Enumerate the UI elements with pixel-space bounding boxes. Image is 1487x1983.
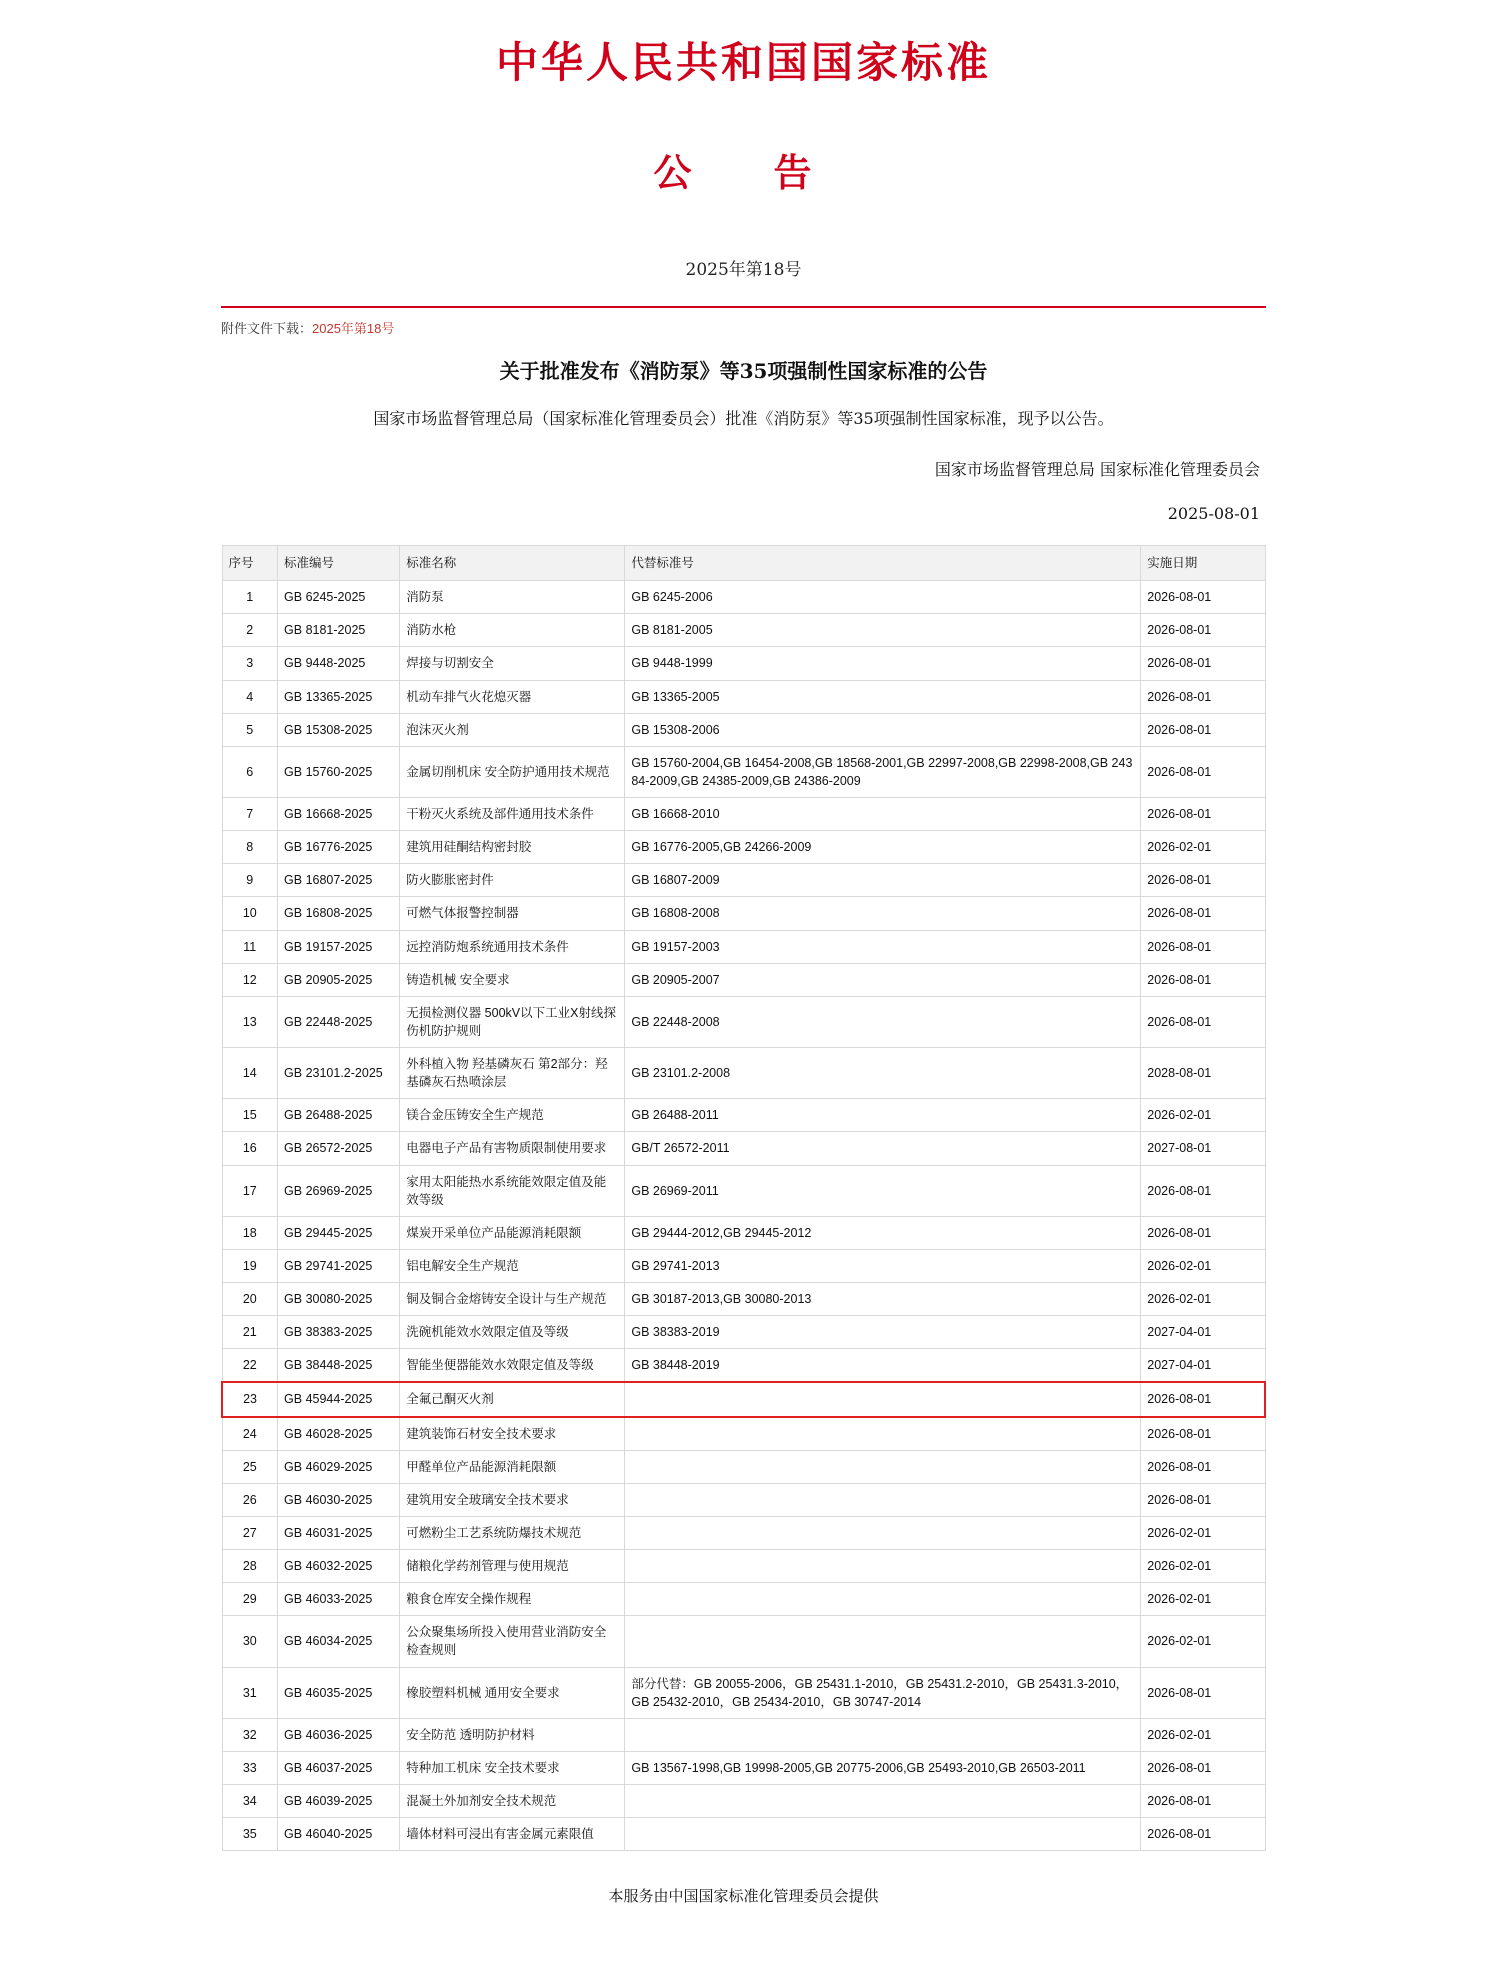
cell-index: 22 <box>222 1349 278 1383</box>
cell-date: 2026-08-01 <box>1141 996 1265 1047</box>
column-header-replaced: 代替标准号 <box>625 546 1141 581</box>
cell-code: GB 46036-2025 <box>278 1718 400 1751</box>
table-row <box>222 1450 1265 1483</box>
cell-date: 2026-08-01 <box>1141 581 1265 614</box>
document-title: 关于批准发布《消防泵》等35项强制性国家标准的公告 <box>499 359 988 383</box>
cell-replaced <box>625 1818 1141 1851</box>
cell-name[interactable]: 金属切削机床 安全防护通用技术规范 <box>400 746 625 797</box>
cell-code: GB 38448-2025 <box>278 1349 400 1383</box>
cell-index: 35 <box>222 1818 278 1851</box>
cell-date: 2026-08-01 <box>1141 746 1265 797</box>
cell-replaced <box>625 1583 1141 1616</box>
cell-date: 2026-08-01 <box>1141 614 1265 647</box>
cell-code: GB 46040-2025 <box>278 1818 400 1851</box>
cell-replaced: GB 16807-2009 <box>625 864 1141 897</box>
cell-index: 27 <box>222 1516 278 1549</box>
cell-index: 8 <box>222 831 278 864</box>
cell-name[interactable]: 洗碗机能效水效限定值及等级 <box>400 1316 625 1349</box>
cell-code: GB 46031-2025 <box>278 1516 400 1549</box>
table-row <box>222 680 1265 713</box>
cell-code: GB 6245-2025 <box>278 581 400 614</box>
table-row <box>222 581 1265 614</box>
cell-name[interactable]: 防火膨胀密封件 <box>400 864 625 897</box>
cell-name[interactable]: 铝电解安全生产规范 <box>400 1249 625 1282</box>
cell-code: GB 16776-2025 <box>278 831 400 864</box>
cell-replaced: GB 16668-2010 <box>625 798 1141 831</box>
cell-code: GB 23101.2-2025 <box>278 1048 400 1099</box>
cell-index: 31 <box>222 1667 278 1718</box>
cell-date: 2028-08-01 <box>1141 1048 1265 1099</box>
cell-name[interactable]: 公众聚集场所投入使用营业消防安全检查规则 <box>400 1616 625 1667</box>
cell-code: GB 22448-2025 <box>278 996 400 1047</box>
table-header-row <box>222 546 1265 581</box>
cell-date: 2027-04-01 <box>1141 1349 1265 1383</box>
cell-replaced: 部分代替：GB 20055-2006，GB 25431.1-2010，GB 25431.2-2010，GB 25431.3-2010，GB 25432-2010，GB 25434-2010，GB 30747-2014 <box>625 1667 1141 1718</box>
cell-name[interactable]: 无损检测仪器 500kV以下工业X射线探伤机防护规则 <box>400 996 625 1047</box>
cell-replaced: GB 19157-2003 <box>625 930 1141 963</box>
cell-index: 6 <box>222 746 278 797</box>
document-date: 2025-08-01 <box>1167 504 1260 523</box>
column-header-index: 序号 <box>222 546 278 581</box>
cell-name[interactable]: 可燃气体报警控制器 <box>400 897 625 930</box>
cell-name[interactable]: 煤炭开采单位产品能源消耗限额 <box>400 1216 625 1249</box>
cell-name[interactable]: 智能坐便器能效水效限定值及等级 <box>400 1349 625 1383</box>
cell-code: GB 46028-2025 <box>278 1417 400 1451</box>
table-row <box>222 1417 1265 1451</box>
cell-name[interactable]: 混凝土外加剂安全技术规范 <box>400 1785 625 1818</box>
cell-code: GB 46030-2025 <box>278 1483 400 1516</box>
cell-replaced: GB 8181-2005 <box>625 614 1141 647</box>
cell-replaced <box>625 1382 1141 1416</box>
cell-index: 32 <box>222 1718 278 1751</box>
cell-index: 13 <box>222 996 278 1047</box>
table-row <box>222 1048 1265 1099</box>
cell-date: 2026-02-01 <box>1141 1283 1265 1316</box>
cell-replaced <box>625 1550 1141 1583</box>
attachment-label: 附件文件下载： <box>221 321 313 336</box>
table-row <box>222 930 1265 963</box>
cell-replaced: GB 29444-2012,GB 29445-2012 <box>625 1216 1141 1249</box>
cell-code: GB 29445-2025 <box>278 1216 400 1249</box>
cell-index: 33 <box>222 1751 278 1784</box>
footer-note: 本服务由中国国家标准化管理委员会提供 <box>608 1887 879 1906</box>
table-row <box>222 1751 1265 1784</box>
table-row <box>222 996 1265 1047</box>
cell-code: GB 8181-2025 <box>278 614 400 647</box>
cell-code: GB 46029-2025 <box>278 1450 400 1483</box>
cell-replaced: GB 13567-1998,GB 19998-2005,GB 20775-2006,GB 25493-2010,GB 26503-2011 <box>625 1751 1141 1784</box>
cell-index: 10 <box>222 897 278 930</box>
cell-name[interactable]: 建筑用硅酮结构密封胶 <box>400 831 625 864</box>
cell-date: 2027-04-01 <box>1141 1316 1265 1349</box>
cell-date: 2026-02-01 <box>1141 831 1265 864</box>
cell-code: GB 46032-2025 <box>278 1550 400 1583</box>
cell-code: GB 26488-2025 <box>278 1099 400 1132</box>
cell-date: 2026-08-01 <box>1141 798 1265 831</box>
cell-code: GB 46037-2025 <box>278 1751 400 1784</box>
cell-replaced: GB 13365-2005 <box>625 680 1141 713</box>
cell-replaced <box>625 1718 1141 1751</box>
cell-name[interactable]: 全氟己酮灭火剂 <box>400 1382 625 1416</box>
cell-index: 1 <box>222 581 278 614</box>
cell-date: 2026-08-01 <box>1141 1417 1265 1451</box>
cell-index: 19 <box>222 1249 278 1282</box>
cell-code: GB 46035-2025 <box>278 1667 400 1718</box>
cell-name[interactable]: 电器电子产品有害物质限制使用要求 <box>400 1132 625 1165</box>
cell-index: 14 <box>222 1048 278 1099</box>
cell-index: 16 <box>222 1132 278 1165</box>
cell-date: 2026-08-01 <box>1141 1751 1265 1784</box>
cell-index: 7 <box>222 798 278 831</box>
cell-replaced: GB 30187-2013,GB 30080-2013 <box>625 1283 1141 1316</box>
cell-date: 2026-08-01 <box>1141 1382 1265 1416</box>
cell-code: GB 15308-2025 <box>278 713 400 746</box>
cell-name[interactable]: 干粉灭火系统及部件通用技术条件 <box>400 798 625 831</box>
table-row <box>222 1785 1265 1818</box>
table-row <box>222 1283 1265 1316</box>
cell-name[interactable]: 远控消防炮系统通用技术条件 <box>400 930 625 963</box>
cell-replaced: GB 38448-2019 <box>625 1349 1141 1383</box>
cell-index: 21 <box>222 1316 278 1349</box>
cell-replaced <box>625 1616 1141 1667</box>
cell-name[interactable]: 建筑用安全玻璃安全技术要求 <box>400 1483 625 1516</box>
cell-replaced <box>625 1483 1141 1516</box>
table-row <box>222 1516 1265 1549</box>
cell-code: GB 9448-2025 <box>278 647 400 680</box>
cell-date: 2026-08-01 <box>1141 1667 1265 1718</box>
cell-code: GB 46033-2025 <box>278 1583 400 1616</box>
cell-replaced <box>625 1450 1141 1483</box>
cell-name[interactable]: 墙体材料可浸出有害金属元素限值 <box>400 1818 625 1851</box>
cell-replaced: GB 38383-2019 <box>625 1316 1141 1349</box>
cell-name[interactable]: 机动车排气火花熄灭器 <box>400 680 625 713</box>
cell-name[interactable]: 特种加工机床 安全技术要求 <box>400 1751 625 1784</box>
table-row <box>222 1550 1265 1583</box>
table-row <box>222 1316 1265 1349</box>
cell-index: 20 <box>222 1283 278 1316</box>
cell-replaced <box>625 1785 1141 1818</box>
cell-date: 2026-08-01 <box>1141 1216 1265 1249</box>
cell-name[interactable]: 可燃粉尘工艺系统防爆技术规范 <box>400 1516 625 1549</box>
cell-index: 17 <box>222 1165 278 1216</box>
table-row <box>222 746 1265 797</box>
cell-date: 2027-08-01 <box>1141 1132 1265 1165</box>
cell-name[interactable]: 泡沫灭火剂 <box>400 713 625 746</box>
cell-index: 29 <box>222 1583 278 1616</box>
cell-code: GB 13365-2025 <box>278 680 400 713</box>
table-row <box>222 614 1265 647</box>
table-row <box>222 1583 1265 1616</box>
cell-index: 30 <box>222 1616 278 1667</box>
cell-name[interactable]: 粮食仓库安全操作规程 <box>400 1583 625 1616</box>
cell-date: 2026-08-01 <box>1141 1818 1265 1851</box>
cell-index: 11 <box>222 930 278 963</box>
cell-date: 2026-08-01 <box>1141 1165 1265 1216</box>
cell-index: 12 <box>222 963 278 996</box>
cell-index: 28 <box>222 1550 278 1583</box>
cell-index: 3 <box>222 647 278 680</box>
cell-date: 2026-08-01 <box>1141 1785 1265 1818</box>
table-row <box>222 1667 1265 1718</box>
cell-date: 2026-08-01 <box>1141 864 1265 897</box>
table-body <box>222 581 1265 1851</box>
cell-date: 2026-02-01 <box>1141 1550 1265 1583</box>
cell-replaced <box>625 1417 1141 1451</box>
cell-name[interactable]: 消防泵 <box>400 581 625 614</box>
cell-index: 26 <box>222 1483 278 1516</box>
cell-replaced: GB 16808-2008 <box>625 897 1141 930</box>
table-row <box>222 1616 1265 1667</box>
table-header <box>222 546 1265 581</box>
cell-name[interactable]: 焊接与切割安全 <box>400 647 625 680</box>
table-row <box>222 1249 1265 1282</box>
table-row <box>222 798 1265 831</box>
table-row <box>222 1099 1265 1132</box>
cell-index: 23 <box>222 1382 278 1416</box>
table-row <box>222 897 1265 930</box>
cell-index: 15 <box>222 1099 278 1132</box>
cell-index: 18 <box>222 1216 278 1249</box>
table-row <box>222 647 1265 680</box>
cell-code: GB 15760-2025 <box>278 746 400 797</box>
table-row <box>222 1818 1265 1851</box>
column-header-code: 标准编号 <box>278 546 400 581</box>
cell-date: 2026-02-01 <box>1141 1583 1265 1616</box>
cell-code: GB 38383-2025 <box>278 1316 400 1349</box>
column-header-name: 标准名称 <box>400 546 625 581</box>
cell-date: 2026-08-01 <box>1141 713 1265 746</box>
cell-code: GB 26969-2025 <box>278 1165 400 1216</box>
page-subtitle: 公 告 <box>653 150 834 195</box>
cell-replaced: GB/T 26572-2011 <box>625 1132 1141 1165</box>
cell-code: GB 26572-2025 <box>278 1132 400 1165</box>
cell-replaced: GB 26488-2011 <box>625 1099 1141 1132</box>
cell-date: 2026-08-01 <box>1141 930 1265 963</box>
cell-replaced: GB 20905-2007 <box>625 963 1141 996</box>
standards-table <box>221 545 1266 1851</box>
table-row <box>222 1165 1265 1216</box>
cell-name[interactable]: 铜及铜合金熔铸安全设计与生产规范 <box>400 1283 625 1316</box>
cell-replaced: GB 15308-2006 <box>625 713 1141 746</box>
cell-code: GB 16807-2025 <box>278 864 400 897</box>
cell-code: GB 46034-2025 <box>278 1616 400 1667</box>
cell-replaced: GB 23101.2-2008 <box>625 1048 1141 1099</box>
divider <box>221 306 1266 308</box>
cell-name[interactable]: 储粮化学药剂管理与使用规范 <box>400 1550 625 1583</box>
cell-replaced: GB 6245-2006 <box>625 581 1141 614</box>
cell-code: GB 30080-2025 <box>278 1283 400 1316</box>
cell-name[interactable]: 铸造机械 安全要求 <box>400 963 625 996</box>
cell-name[interactable]: 外科植入物 羟基磷灰石 第2部分：羟基磷灰石热喷涂层 <box>400 1048 625 1099</box>
attachment-download-link[interactable]: 2025年第18号 <box>312 321 395 336</box>
document-body: 国家市场监督管理总局（国家标准化管理委员会）批准《消防泵》等35项强制性国家标准，现予以公告。 <box>373 409 1114 428</box>
cell-index: 25 <box>222 1450 278 1483</box>
cell-name[interactable]: 甲醛单位产品能源消耗限额 <box>400 1450 625 1483</box>
cell-code: GB 16668-2025 <box>278 798 400 831</box>
table-row <box>222 1216 1265 1249</box>
cell-name[interactable]: 家用太阳能热水系统能效限定值及能效等级 <box>400 1165 625 1216</box>
cell-code: GB 16808-2025 <box>278 897 400 930</box>
cell-code: GB 46039-2025 <box>278 1785 400 1818</box>
cell-date: 2026-02-01 <box>1141 1099 1265 1132</box>
table-row <box>222 1132 1265 1165</box>
cell-replaced: GB 15760-2004,GB 16454-2008,GB 18568-2001,GB 22997-2008,GB 22998-2008,GB 24384-2009,GB 24385-2009,GB 24386-2009 <box>625 746 1141 797</box>
cell-date: 2026-08-01 <box>1141 963 1265 996</box>
cell-code: GB 45944-2025 <box>278 1382 400 1416</box>
page-title: 中华人民共和国国家标准 <box>495 38 991 87</box>
cell-date: 2026-02-01 <box>1141 1616 1265 1667</box>
table-row <box>222 1349 1265 1383</box>
cell-replaced: GB 29741-2013 <box>625 1249 1141 1282</box>
cell-code: GB 29741-2025 <box>278 1249 400 1282</box>
cell-name[interactable]: 建筑装饰石材安全技术要求 <box>400 1417 625 1451</box>
document-signature: 国家市场监督管理总局 国家标准化管理委员会 <box>934 460 1260 479</box>
cell-date: 2026-08-01 <box>1141 680 1265 713</box>
table-row <box>222 713 1265 746</box>
column-header-date: 实施日期 <box>1141 546 1265 581</box>
cell-name[interactable]: 安全防范 透明防护材料 <box>400 1718 625 1751</box>
cell-date: 2026-08-01 <box>1141 897 1265 930</box>
cell-replaced: GB 9448-1999 <box>625 647 1141 680</box>
cell-name[interactable]: 橡胶塑料机械 通用安全要求 <box>400 1667 625 1718</box>
cell-code: GB 20905-2025 <box>278 963 400 996</box>
cell-date: 2026-02-01 <box>1141 1516 1265 1549</box>
cell-index: 24 <box>222 1417 278 1451</box>
cell-index: 34 <box>222 1785 278 1818</box>
cell-replaced: GB 22448-2008 <box>625 996 1141 1047</box>
cell-code: GB 19157-2025 <box>278 930 400 963</box>
issue-number: 2025年第18号 <box>685 260 802 280</box>
table-row <box>222 963 1265 996</box>
cell-replaced: GB 26969-2011 <box>625 1165 1141 1216</box>
table-row <box>222 1483 1265 1516</box>
cell-date: 2026-02-01 <box>1141 1718 1265 1751</box>
cell-replaced <box>625 1516 1141 1549</box>
table-row <box>222 1718 1265 1751</box>
cell-date: 2026-08-01 <box>1141 647 1265 680</box>
table-row <box>222 831 1265 864</box>
table-row <box>222 864 1265 897</box>
cell-date: 2026-08-01 <box>1141 1483 1265 1516</box>
table-row <box>222 1382 1265 1416</box>
cell-date: 2026-02-01 <box>1141 1249 1265 1282</box>
cell-index: 5 <box>222 713 278 746</box>
attachment-row <box>221 318 1266 337</box>
cell-replaced: GB 16776-2005,GB 24266-2009 <box>625 831 1141 864</box>
cell-index: 4 <box>222 680 278 713</box>
cell-name[interactable]: 镁合金压铸安全生产规范 <box>400 1099 625 1132</box>
cell-name[interactable]: 消防水枪 <box>400 614 625 647</box>
cell-index: 2 <box>222 614 278 647</box>
cell-index: 9 <box>222 864 278 897</box>
cell-date: 2026-08-01 <box>1141 1450 1265 1483</box>
